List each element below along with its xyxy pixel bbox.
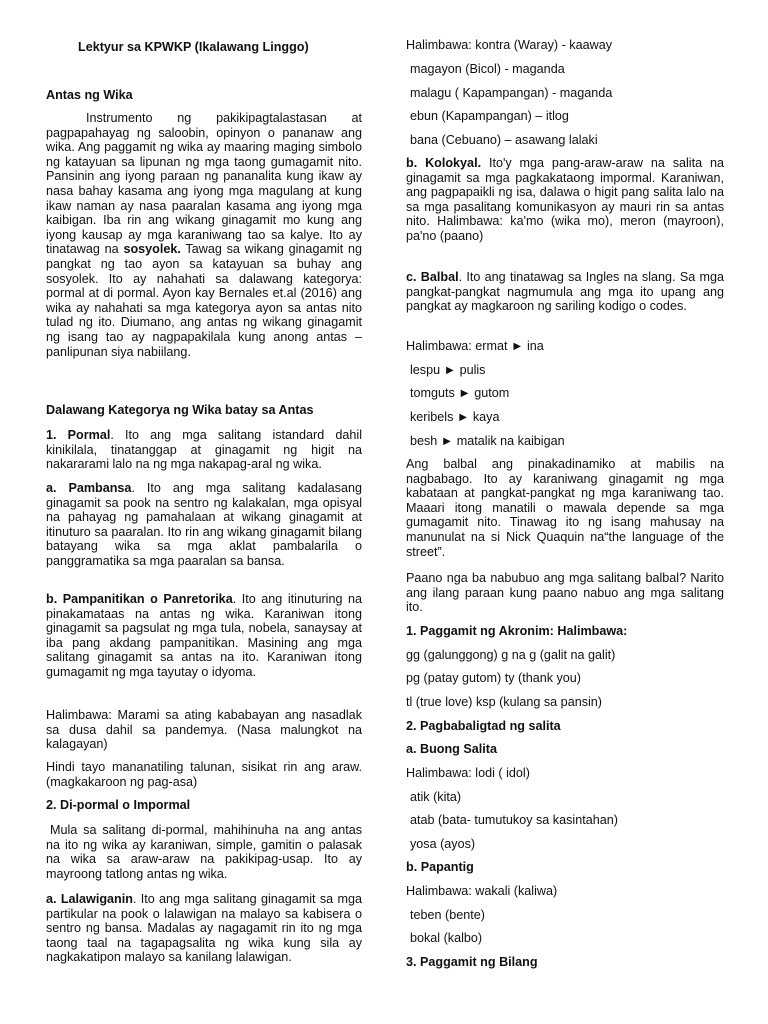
example-tl: tl (true love) ksp (kulang sa pansin) [406,695,602,709]
lalawiganin-label: a. Lalawiganin [46,892,133,906]
balbal-description-paragraph: Ang balbal ang pinakadinamiko at mabilis na nagbabago. Ito ay karaniwang ginagamit ng mga kabataan at pangkat-pangkat ng mga karaniwang tao. Maaari itong manatili o mawala depende sa mga gumagamit nito. Tinawag ito ng isang mahusay na manunulat na si Nick Quaquin na“the language of the street”. [406,457,724,559]
intro-text-a: Instrumento ng pakikipagtalastasan at pagpapahayag ng saloobin, opinyon o pananaw ang wika. Ang paggamit ng wika ay maaring maging simbolo ng katayuan sa lipunan ng mga taong gumagamit nito. Pansinin ang iyong paraan ng pananalita kung ikaw ay nasa bahay kasama ang iyong mga magulang at kung ikaw naman ay nasa paaralan kasama ang iyong mga kaibigan. Iba rin ang wikang ginagamit mo kung ang iyong kausap ay mga karaniwang tao sa kalye. Ito ay tinatawag na [46,111,362,257]
example-pg: pg (patay gutom) ty (thank you) [406,671,581,685]
example-malagu: malagu ( Kapampangan) - maganda [410,86,613,100]
example-yosa: yosa (ayos) [410,837,476,851]
section-heading-antas: Antas ng Wika [46,88,133,102]
section-heading-kategorya: Dalawang Kategorya ng Wika batay sa Antas [46,403,314,417]
example-wakali: Halimbawa: wakali (kaliwa) [406,884,558,898]
example-ermat: Halimbawa: ermat ► ina [406,339,544,353]
bilang-heading: 3. Paggamit ng Bilang [406,955,538,969]
pormal-text: . Ito ang mga salitang istandard dahil kinikilala, tinatanggap at ginagamit ng higit na nakararami lalo na ng mga nakapag-aral ng wika. [46,428,362,472]
example-atab: atab (bata- tumutukoy sa kasintahan) [410,813,618,827]
example-besh: besh ► matalik na kaibigan [410,434,565,448]
buong-salita-heading: a. Buong Salita [406,742,497,756]
pambansa-label: a. Pambansa [46,481,132,495]
example-keribels: keribels ► kaya [410,410,500,424]
kolokyal-text: Ito'y mga pang-araw-araw na salita na ginagamit sa mga pagkakataong impormal. Karaniwan, ang pagpapaikli ng isa, dalawa o higit pang salita lalo na sa mga pasalitang komunikasyon ay mauri rin sa antas nito. Halimbawa: ka'mo (wika mo), meron (mayroon), pa'no (paano) [406,156,724,243]
example-ebun: ebun (Kapampangan) – itlog [410,109,569,123]
example-teben: teben (bente) [410,908,485,922]
example-lespu: lespu ► pulis [410,363,486,377]
intro-paragraph [46,111,362,359]
example-tomguts: tomguts ► gutom [410,386,510,400]
papantig-heading: b. Papantig [406,860,474,874]
panretorika-text: . Ito ang itinuturing na pinakamataas na antas ng wika. Karaniwan itong ginagamit sa pagsulat ng mga tula, nobela, sanaysay at iba pang akdang pampanitikan. Masining ang mga salitang ginagamit sa antas na ito. Karaniwan itong gumagamit ng mga tayutay o idyoma. [46,592,363,679]
example-lodi: Halimbawa: lodi ( idol) [406,766,530,780]
section-heading-diformal: 2. Di-pormal o Impormal [46,798,191,812]
balbal-label: c. Balbal [406,270,459,284]
panretorika-label: b. Pampanitikan o Panretorika [46,592,233,606]
panretorika-paragraph [46,592,362,680]
pambansa-paragraph [46,481,362,569]
example-kontra: Halimbawa: kontra (Waray) - kaaway [406,38,612,52]
balbal-text: . Ito ang tinatawag sa Ingles na slang. Sa mga pangkat-pangkat nagmumula ang mga ito upang ang pangkat ay magkaroon ng sariling kodigo o codes. [406,270,725,314]
halimbawa-paragraph-1: Halimbawa: Marami sa ating kababayan ang nasadlak sa dusa dahil sa pandemya. (Nasa malungkot na kalagayan) [46,708,362,752]
pormal-paragraph [46,428,362,472]
pagbabaligtad-heading: 2. Pagbabaligtad ng salita [406,719,561,733]
intro-text-b: Tawag sa wikang ginagamit ng pangkat ng tao ayon sa katayuan sa buhay ang sosyolek. Ito ay nahahati sa dalawang kategorya: pormal at di pormal. Ayon kay Bernales et.al (2016) ang wika ay nahahati sa mga kategorya ayon sa antas nito tulad ng ito. Diumano, ang antas ng wikang ginagamit ng isang tao ay nagpapakilala kung anong antas – panlipunan siya nabiilang. [46,242,363,359]
pambansa-text: . Ito ang mga salitang kadalasang ginagamit sa pook na sentro ng kalakalan, mga opisyal na pahayag ng pamahalaan at wikang ginagamit at itinuturo sa paaralan. Ito rin ang wikang ginagamit bilang batayang wika sa mga aklat pambalarila o panggramatika sa mga paaralan sa bansa. [46,481,362,568]
example-atik: atik (kita) [410,790,462,804]
pormal-label: 1. Pormal [46,428,111,442]
example-gg: gg (galunggong) g na g (galit na galit) [406,648,616,662]
kolokyal-paragraph [406,156,724,244]
example-bana: bana (Cebuano) – asawang lalaki [410,133,598,147]
diformal-paragraph: Mula sa salitang di-pormal, mahihinuha na ang antas na ito ng wika ay karaniwan, simple, gamitin o palasak na wika sa araw-araw na pakikipag-usap. Ito ay mayroong tatlong antas ng wika. [46,823,362,881]
balbal-paragraph [406,270,724,314]
lalawiganin-paragraph [46,892,362,965]
kolokyal-label: b. Kolokyal. [406,156,482,170]
intro-bold-term: sosyolek. [123,242,181,257]
page-title: Lektyur sa KPWKP (Ikalawang Linggo) [78,40,309,54]
halimbawa-paragraph-2: Hindi tayo mananatiling talunan, sisikat rin ang araw. (magkakaroon ng pag-asa) [46,760,362,789]
example-bokal: bokal (kalbo) [410,931,483,945]
lalawiganin-text: . Ito ang mga salitang ginagamit sa mga partikular na pook o lalawigan na malayo sa kabisera o sentro ng bansa. Madalas ay nagagamit rin ito ng mga taong taal na tagapagsalita ng wika kung sila ay nagkakatipon malayo sa kanilang lalawigan. [46,892,362,965]
akronim-heading: 1. Paggamit ng Akronim: Halimbawa: [406,624,628,638]
paano-paragraph: Paano nga ba nabubuo ang mga salitang balbal? Narito ang ilang paraan kung paano nabuo ang mga salitang ito. [406,571,724,615]
example-magayon: magayon (Bicol) - maganda [410,62,565,76]
